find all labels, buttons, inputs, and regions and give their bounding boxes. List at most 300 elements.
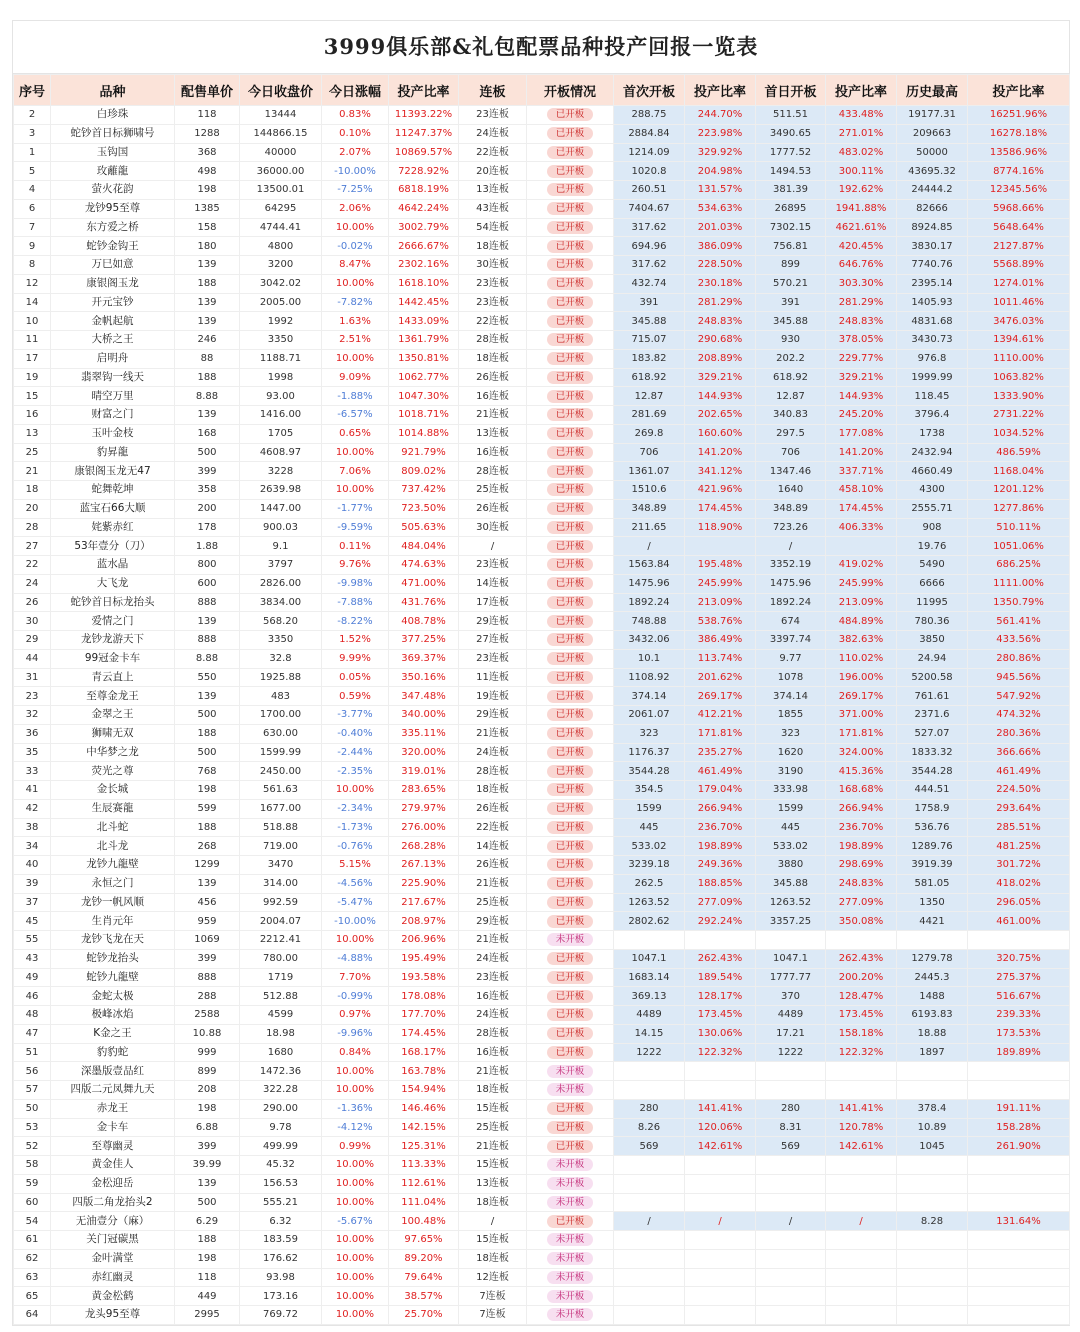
cell-col-high: 18.88 — [897, 1024, 968, 1043]
cell-col-change: -8.22% — [322, 612, 389, 631]
cell-col-first-open: 345.88 — [614, 312, 685, 331]
cell-col-streak: 23连板 — [459, 293, 527, 312]
open-status-badge: 未开板 — [547, 1271, 593, 1284]
cell-col-day-one-open: 7302.15 — [756, 218, 826, 237]
cell-col-high-return: 189.89% — [968, 1043, 1070, 1062]
cell-col-issue-price: 399 — [175, 1137, 240, 1156]
open-status-badge: 已开板 — [547, 577, 593, 590]
cell-col-first-open: 1892.24 — [614, 593, 685, 612]
cell-col-open-status — [527, 1137, 614, 1156]
cell-col-variety: 至尊金龙王 — [51, 687, 175, 706]
cell-col-variety: 开元宝钞 — [51, 293, 175, 312]
table-row — [14, 518, 1070, 537]
table-row — [14, 424, 1070, 443]
cell-col-open-status — [527, 1118, 614, 1137]
cell-col-variety: 永恒之门 — [51, 874, 175, 893]
cell-col-return: 168.17% — [389, 1043, 459, 1062]
cell-col-first-open: 1020.8 — [614, 162, 685, 181]
cell-col-day-one-open: 1475.96 — [756, 574, 826, 593]
cell-col-issue-price: 188 — [175, 368, 240, 387]
header-col-issue-price: 配售单价 — [175, 75, 240, 106]
cell-col-return: 474.63% — [389, 556, 459, 575]
cell-col-streak: 22连板 — [459, 312, 527, 331]
cell-col-change: 0.11% — [322, 537, 389, 556]
cell-col-change: -2.44% — [322, 743, 389, 762]
cell-col-close-price: 780.00 — [240, 949, 322, 968]
cell-col-first-open-return: 386.09% — [685, 237, 756, 256]
cell-col-index: 47 — [14, 1024, 51, 1043]
cell-col-open-status — [527, 462, 614, 481]
cell-col-high: 209663 — [897, 124, 968, 143]
cell-col-variety: 赤龙王 — [51, 1099, 175, 1118]
cell-col-first-open-return: 421.96% — [685, 481, 756, 500]
cell-col-day-one-return: 120.78% — [826, 1118, 897, 1137]
cell-col-high: 1488 — [897, 987, 968, 1006]
table-row — [14, 931, 1070, 950]
cell-col-index: 64 — [14, 1306, 51, 1325]
cell-col-first-open-return: 130.06% — [685, 1024, 756, 1043]
cell-col-first-open: 281.69 — [614, 406, 685, 425]
cell-col-close-price: 1700.00 — [240, 706, 322, 725]
cell-col-day-one-open — [756, 1231, 826, 1250]
cell-col-index: 49 — [14, 968, 51, 987]
cell-col-first-open — [614, 1081, 685, 1100]
cell-col-day-one-return: 277.09% — [826, 893, 897, 912]
cell-col-return: 7228.92% — [389, 162, 459, 181]
cell-col-day-one-return: 483.02% — [826, 143, 897, 162]
cell-col-variety: 金叶满堂 — [51, 1249, 175, 1268]
cell-col-variety: 至尊幽灵 — [51, 1137, 175, 1156]
cell-col-day-one-return: 458.10% — [826, 481, 897, 500]
cell-col-day-one-return — [826, 1174, 897, 1193]
cell-col-high-return: 561.41% — [968, 612, 1070, 631]
cell-col-day-one-open: / — [756, 537, 826, 556]
cell-col-day-one-return: 419.02% — [826, 556, 897, 575]
cell-col-streak: 21连板 — [459, 1062, 527, 1081]
cell-col-high-return: 2731.22% — [968, 406, 1070, 425]
cell-col-high-return: 1110.00% — [968, 349, 1070, 368]
cell-col-high: 908 — [897, 518, 968, 537]
cell-col-issue-price: 500 — [175, 1193, 240, 1212]
cell-col-streak: 30连板 — [459, 256, 527, 275]
cell-col-change: 0.84% — [322, 1043, 389, 1062]
table-row — [14, 724, 1070, 743]
open-status-badge: 已开板 — [547, 165, 593, 178]
cell-col-variety: 狮啸无双 — [51, 724, 175, 743]
cell-col-open-status — [527, 387, 614, 406]
cell-col-first-open-return: 141.41% — [685, 1099, 756, 1118]
cell-col-streak: 15连板 — [459, 1156, 527, 1175]
cell-col-index: 3 — [14, 124, 51, 143]
cell-col-change: 0.99% — [322, 1137, 389, 1156]
cell-col-return: 79.64% — [389, 1268, 459, 1287]
cell-col-first-open: 14.15 — [614, 1024, 685, 1043]
open-status-badge: 已开板 — [547, 465, 593, 478]
table-row — [14, 1118, 1070, 1137]
cell-col-high-return: 301.72% — [968, 856, 1070, 875]
open-status-badge: 已开板 — [547, 540, 593, 553]
cell-col-first-open-return: 160.60% — [685, 424, 756, 443]
table-row — [14, 499, 1070, 518]
cell-col-open-status — [527, 218, 614, 237]
cell-col-change: -9.59% — [322, 518, 389, 537]
cell-col-streak: 23连板 — [459, 649, 527, 668]
table-row — [14, 987, 1070, 1006]
cell-col-variety: 极峰冰焰 — [51, 1006, 175, 1025]
cell-col-high: 24.94 — [897, 649, 968, 668]
table-row — [14, 218, 1070, 237]
cell-col-day-one-return — [826, 1062, 897, 1081]
cell-col-high-return: 239.33% — [968, 1006, 1070, 1025]
cell-col-return: 279.97% — [389, 799, 459, 818]
cell-col-first-open-return: 249.36% — [685, 856, 756, 875]
cell-col-close-price: 1472.36 — [240, 1062, 322, 1081]
cell-col-open-status — [527, 181, 614, 200]
cell-col-return: 217.67% — [389, 893, 459, 912]
open-status-badge: 已开板 — [547, 1008, 593, 1021]
cell-col-variety: 中华梦之龙 — [51, 743, 175, 762]
table-row — [14, 687, 1070, 706]
cell-col-high: 1045 — [897, 1137, 968, 1156]
cell-col-variety: 金翠之王 — [51, 706, 175, 725]
cell-col-high-return: 16251.96% — [968, 106, 1070, 125]
cell-col-day-one-open: 340.83 — [756, 406, 826, 425]
cell-col-variety: 53年壹分（刀） — [51, 537, 175, 556]
open-status-badge: 已开板 — [547, 971, 593, 984]
cell-col-first-open-return: 269.17% — [685, 687, 756, 706]
cell-col-open-status — [527, 987, 614, 1006]
cell-col-streak: 18连板 — [459, 1081, 527, 1100]
cell-col-return: 408.78% — [389, 612, 459, 631]
cell-col-index: 6 — [14, 199, 51, 218]
open-status-badge: 已开板 — [547, 596, 593, 609]
cell-col-issue-price: 500 — [175, 706, 240, 725]
cell-col-high-return: 510.11% — [968, 518, 1070, 537]
header-col-close-price: 今日收盘价 — [240, 75, 322, 106]
cell-col-index: 53 — [14, 1118, 51, 1137]
cell-col-first-open-return — [685, 537, 756, 556]
cell-col-return: 225.90% — [389, 874, 459, 893]
cell-col-day-one-return: 248.83% — [826, 312, 897, 331]
cell-col-issue-price: 550 — [175, 668, 240, 687]
cell-col-day-one-open: 1047.1 — [756, 949, 826, 968]
open-status-badge: 未开板 — [547, 1083, 593, 1096]
table-row — [14, 1062, 1070, 1081]
table-row — [14, 912, 1070, 931]
cell-col-first-open-return: 461.49% — [685, 762, 756, 781]
table-row — [14, 1287, 1070, 1306]
cell-col-index: 8 — [14, 256, 51, 275]
cell-col-high: 1405.93 — [897, 293, 968, 312]
cell-col-change: 10.00% — [322, 443, 389, 462]
cell-col-return: 1433.09% — [389, 312, 459, 331]
table-row — [14, 781, 1070, 800]
cell-col-streak: 13连板 — [459, 1174, 527, 1193]
open-status-badge: 已开板 — [547, 615, 593, 628]
cell-col-return: 2302.16% — [389, 256, 459, 275]
cell-col-return: 268.28% — [389, 837, 459, 856]
cell-col-open-status — [527, 368, 614, 387]
cell-col-change: 10.00% — [322, 931, 389, 950]
cell-col-high: 3919.39 — [897, 856, 968, 875]
table-row — [14, 837, 1070, 856]
cell-col-return: 100.48% — [389, 1212, 459, 1231]
cell-col-change: -4.56% — [322, 874, 389, 893]
cell-col-high: 3796.4 — [897, 406, 968, 425]
cell-col-first-open-return: 534.63% — [685, 199, 756, 218]
cell-col-day-one-open: 3397.74 — [756, 631, 826, 650]
cell-col-index: 45 — [14, 912, 51, 931]
cell-col-index: 59 — [14, 1174, 51, 1193]
cell-col-streak: 23连板 — [459, 556, 527, 575]
cell-col-close-price: 555.21 — [240, 1193, 322, 1212]
header-col-first-open-return: 投产比率 — [685, 75, 756, 106]
cell-col-streak: 18连板 — [459, 349, 527, 368]
cell-col-day-one-open: 345.88 — [756, 874, 826, 893]
cell-col-open-status — [527, 143, 614, 162]
header-col-high-return: 投产比率 — [968, 75, 1070, 106]
cell-col-open-status — [527, 293, 614, 312]
cell-col-day-one-return: 144.93% — [826, 387, 897, 406]
cell-col-open-status — [527, 331, 614, 350]
cell-col-close-price: 900.03 — [240, 518, 322, 537]
table-row — [14, 143, 1070, 162]
cell-col-issue-price: 999 — [175, 1043, 240, 1062]
cell-col-issue-price: 188 — [175, 1231, 240, 1250]
cell-col-open-status — [527, 874, 614, 893]
cell-col-open-status — [527, 1174, 614, 1193]
open-status-badge: 已开板 — [547, 352, 593, 365]
cell-col-day-one-open: 12.87 — [756, 387, 826, 406]
cell-col-first-open: 706 — [614, 443, 685, 462]
cell-col-first-open-return: 223.98% — [685, 124, 756, 143]
cell-col-issue-price: 899 — [175, 1062, 240, 1081]
cell-col-day-one-open: 570.21 — [756, 274, 826, 293]
cell-col-close-price: 9.78 — [240, 1118, 322, 1137]
open-status-badge: 已开板 — [547, 446, 593, 459]
cell-col-first-open-return — [685, 1249, 756, 1268]
cell-col-streak: 54连板 — [459, 218, 527, 237]
cell-col-open-status — [527, 274, 614, 293]
cell-col-return: 97.65% — [389, 1231, 459, 1250]
cell-col-first-open: 1047.1 — [614, 949, 685, 968]
cell-col-first-open-return: 174.45% — [685, 499, 756, 518]
table-row — [14, 1024, 1070, 1043]
cell-col-day-one-open: 297.5 — [756, 424, 826, 443]
cell-col-issue-price: 268 — [175, 837, 240, 856]
cell-col-high-return: 1277.86% — [968, 499, 1070, 518]
cell-col-close-price: 156.53 — [240, 1174, 322, 1193]
cell-col-high-return: 285.51% — [968, 818, 1070, 837]
cell-col-change: -9.98% — [322, 574, 389, 593]
cell-col-streak: 18连板 — [459, 1193, 527, 1212]
cell-col-high-return: 366.66% — [968, 743, 1070, 762]
cell-col-change: 0.65% — [322, 424, 389, 443]
cell-col-variety: 启明舟 — [51, 349, 175, 368]
cell-col-return: 11393.22% — [389, 106, 459, 125]
open-status-badge: 已开板 — [547, 183, 593, 196]
cell-col-day-one-open: 8.31 — [756, 1118, 826, 1137]
cell-col-issue-price: 600 — [175, 574, 240, 593]
cell-col-day-one-return: 266.94% — [826, 799, 897, 818]
cell-col-first-open: 1683.14 — [614, 968, 685, 987]
cell-col-change: 10.00% — [322, 1156, 389, 1175]
cell-col-first-open — [614, 1231, 685, 1250]
cell-col-change: 10.00% — [322, 349, 389, 368]
cell-col-first-open: 2884.84 — [614, 124, 685, 143]
report-sheet — [12, 20, 1070, 1326]
cell-col-day-one-open: 1347.46 — [756, 462, 826, 481]
cell-col-streak: 29连板 — [459, 706, 527, 725]
cell-col-index: 40 — [14, 856, 51, 875]
cell-col-day-one-return: 646.76% — [826, 256, 897, 275]
cell-col-return: 350.16% — [389, 668, 459, 687]
cell-col-close-price: 1416.00 — [240, 406, 322, 425]
cell-col-day-one-return: 158.18% — [826, 1024, 897, 1043]
cell-col-high: 527.07 — [897, 724, 968, 743]
cell-col-open-status — [527, 1099, 614, 1118]
open-status-badge: 已开板 — [547, 1046, 593, 1059]
cell-col-streak: 15连板 — [459, 1099, 527, 1118]
cell-col-high-return: 2127.87% — [968, 237, 1070, 256]
cell-col-first-open — [614, 1156, 685, 1175]
cell-col-high — [897, 1268, 968, 1287]
table-row — [14, 1043, 1070, 1062]
cell-col-open-status — [527, 649, 614, 668]
cell-col-day-one-open: 345.88 — [756, 312, 826, 331]
cell-col-open-status — [527, 837, 614, 856]
cell-col-variety: 万巳如意 — [51, 256, 175, 275]
table-row — [14, 312, 1070, 331]
cell-col-index: 54 — [14, 1212, 51, 1231]
cell-col-change: 1.63% — [322, 312, 389, 331]
cell-col-variety: 豹豹蛇 — [51, 1043, 175, 1062]
cell-col-day-one-open: 370 — [756, 987, 826, 1006]
open-status-badge: 已开板 — [547, 390, 593, 403]
cell-col-close-price: 144866.15 — [240, 124, 322, 143]
cell-col-change: 10.00% — [322, 1174, 389, 1193]
cell-col-issue-price: 1069 — [175, 931, 240, 950]
cell-col-high-return: 481.25% — [968, 837, 1070, 856]
cell-col-return: 154.94% — [389, 1081, 459, 1100]
cell-col-first-open — [614, 1268, 685, 1287]
table-row — [14, 1231, 1070, 1250]
cell-col-day-one-open: 374.14 — [756, 687, 826, 706]
table-row — [14, 162, 1070, 181]
cell-col-index: 31 — [14, 668, 51, 687]
cell-col-close-price: 3042.02 — [240, 274, 322, 293]
table-row — [14, 1212, 1070, 1231]
cell-col-return: 505.63% — [389, 518, 459, 537]
cell-col-open-status — [527, 1024, 614, 1043]
cell-col-return: 11247.37% — [389, 124, 459, 143]
cell-col-variety: 四版二角龙抬头2 — [51, 1193, 175, 1212]
cell-col-day-one-open: 1494.53 — [756, 162, 826, 181]
cell-col-high: 19.76 — [897, 537, 968, 556]
cell-col-first-open: 1214.09 — [614, 143, 685, 162]
cell-col-day-one-return — [826, 1306, 897, 1325]
cell-col-return: 206.96% — [389, 931, 459, 950]
cell-col-change: -0.02% — [322, 237, 389, 256]
cell-col-issue-price: 2588 — [175, 1006, 240, 1025]
cell-col-high: 1833.32 — [897, 743, 968, 762]
cell-col-high: 3430.73 — [897, 331, 968, 350]
cell-col-streak: 7连板 — [459, 1287, 527, 1306]
open-status-badge: 未开板 — [547, 1252, 593, 1265]
cell-col-first-open-return — [685, 931, 756, 950]
cell-col-return: 178.08% — [389, 987, 459, 1006]
cell-col-streak: 16连板 — [459, 443, 527, 462]
open-status-badge: 已开板 — [547, 708, 593, 721]
open-status-badge: 未开板 — [547, 1158, 593, 1171]
cell-col-variety: 赤红幽灵 — [51, 1268, 175, 1287]
cell-col-high-return: 173.53% — [968, 1024, 1070, 1043]
table-row — [14, 668, 1070, 687]
open-status-badge: 已开板 — [547, 990, 593, 1003]
cell-col-high-return: 474.32% — [968, 706, 1070, 725]
cell-col-first-open: 1263.52 — [614, 893, 685, 912]
cell-col-close-price: 2004.07 — [240, 912, 322, 931]
cell-col-variety: 青云直上 — [51, 668, 175, 687]
cell-col-day-one-open — [756, 1062, 826, 1081]
table-row — [14, 1306, 1070, 1325]
open-status-badge: 已开板 — [547, 296, 593, 309]
cell-col-day-one-return — [826, 931, 897, 950]
cell-col-close-price: 499.99 — [240, 1137, 322, 1156]
cell-col-close-price: 64295 — [240, 199, 322, 218]
cell-col-close-price: 518.88 — [240, 818, 322, 837]
cell-col-return: 319.01% — [389, 762, 459, 781]
cell-col-variety: 翡翠钩一线天 — [51, 368, 175, 387]
cell-col-open-status — [527, 799, 614, 818]
cell-col-index: 58 — [14, 1156, 51, 1175]
cell-col-index: 22 — [14, 556, 51, 575]
cell-col-first-open — [614, 1193, 685, 1212]
open-status-badge: 已开板 — [547, 371, 593, 384]
cell-col-day-one-return: 236.70% — [826, 818, 897, 837]
table-row — [14, 406, 1070, 425]
table-row — [14, 631, 1070, 650]
header-col-streak: 连板 — [459, 75, 527, 106]
cell-col-return: 1018.71% — [389, 406, 459, 425]
cell-col-issue-price: 188 — [175, 818, 240, 837]
cell-col-variety: 黄金松鹤 — [51, 1287, 175, 1306]
cell-col-index: 34 — [14, 837, 51, 856]
open-status-badge: 已开板 — [547, 802, 593, 815]
cell-col-change: 0.97% — [322, 1006, 389, 1025]
cell-col-return: 146.46% — [389, 1099, 459, 1118]
cell-col-return: 1014.88% — [389, 424, 459, 443]
cell-col-high: 1758.9 — [897, 799, 968, 818]
data-table — [13, 74, 1070, 1325]
cell-col-day-one-return: 337.71% — [826, 462, 897, 481]
header-col-day-one-open: 首日开板 — [756, 75, 826, 106]
cell-col-high: 2371.6 — [897, 706, 968, 725]
table-row — [14, 387, 1070, 406]
cell-col-issue-price: 139 — [175, 256, 240, 275]
cell-col-first-open: / — [614, 1212, 685, 1231]
cell-col-day-one-return: 171.81% — [826, 724, 897, 743]
cell-col-open-status — [527, 668, 614, 687]
cell-col-change: 9.09% — [322, 368, 389, 387]
cell-col-issue-price: 198 — [175, 1249, 240, 1268]
cell-col-high-return: 5968.66% — [968, 199, 1070, 218]
cell-col-variety: 龙头95至尊 — [51, 1306, 175, 1325]
cell-col-return: 208.97% — [389, 912, 459, 931]
cell-col-change: 9.99% — [322, 649, 389, 668]
cell-col-change: 10.00% — [322, 1231, 389, 1250]
cell-col-open-status — [527, 256, 614, 275]
